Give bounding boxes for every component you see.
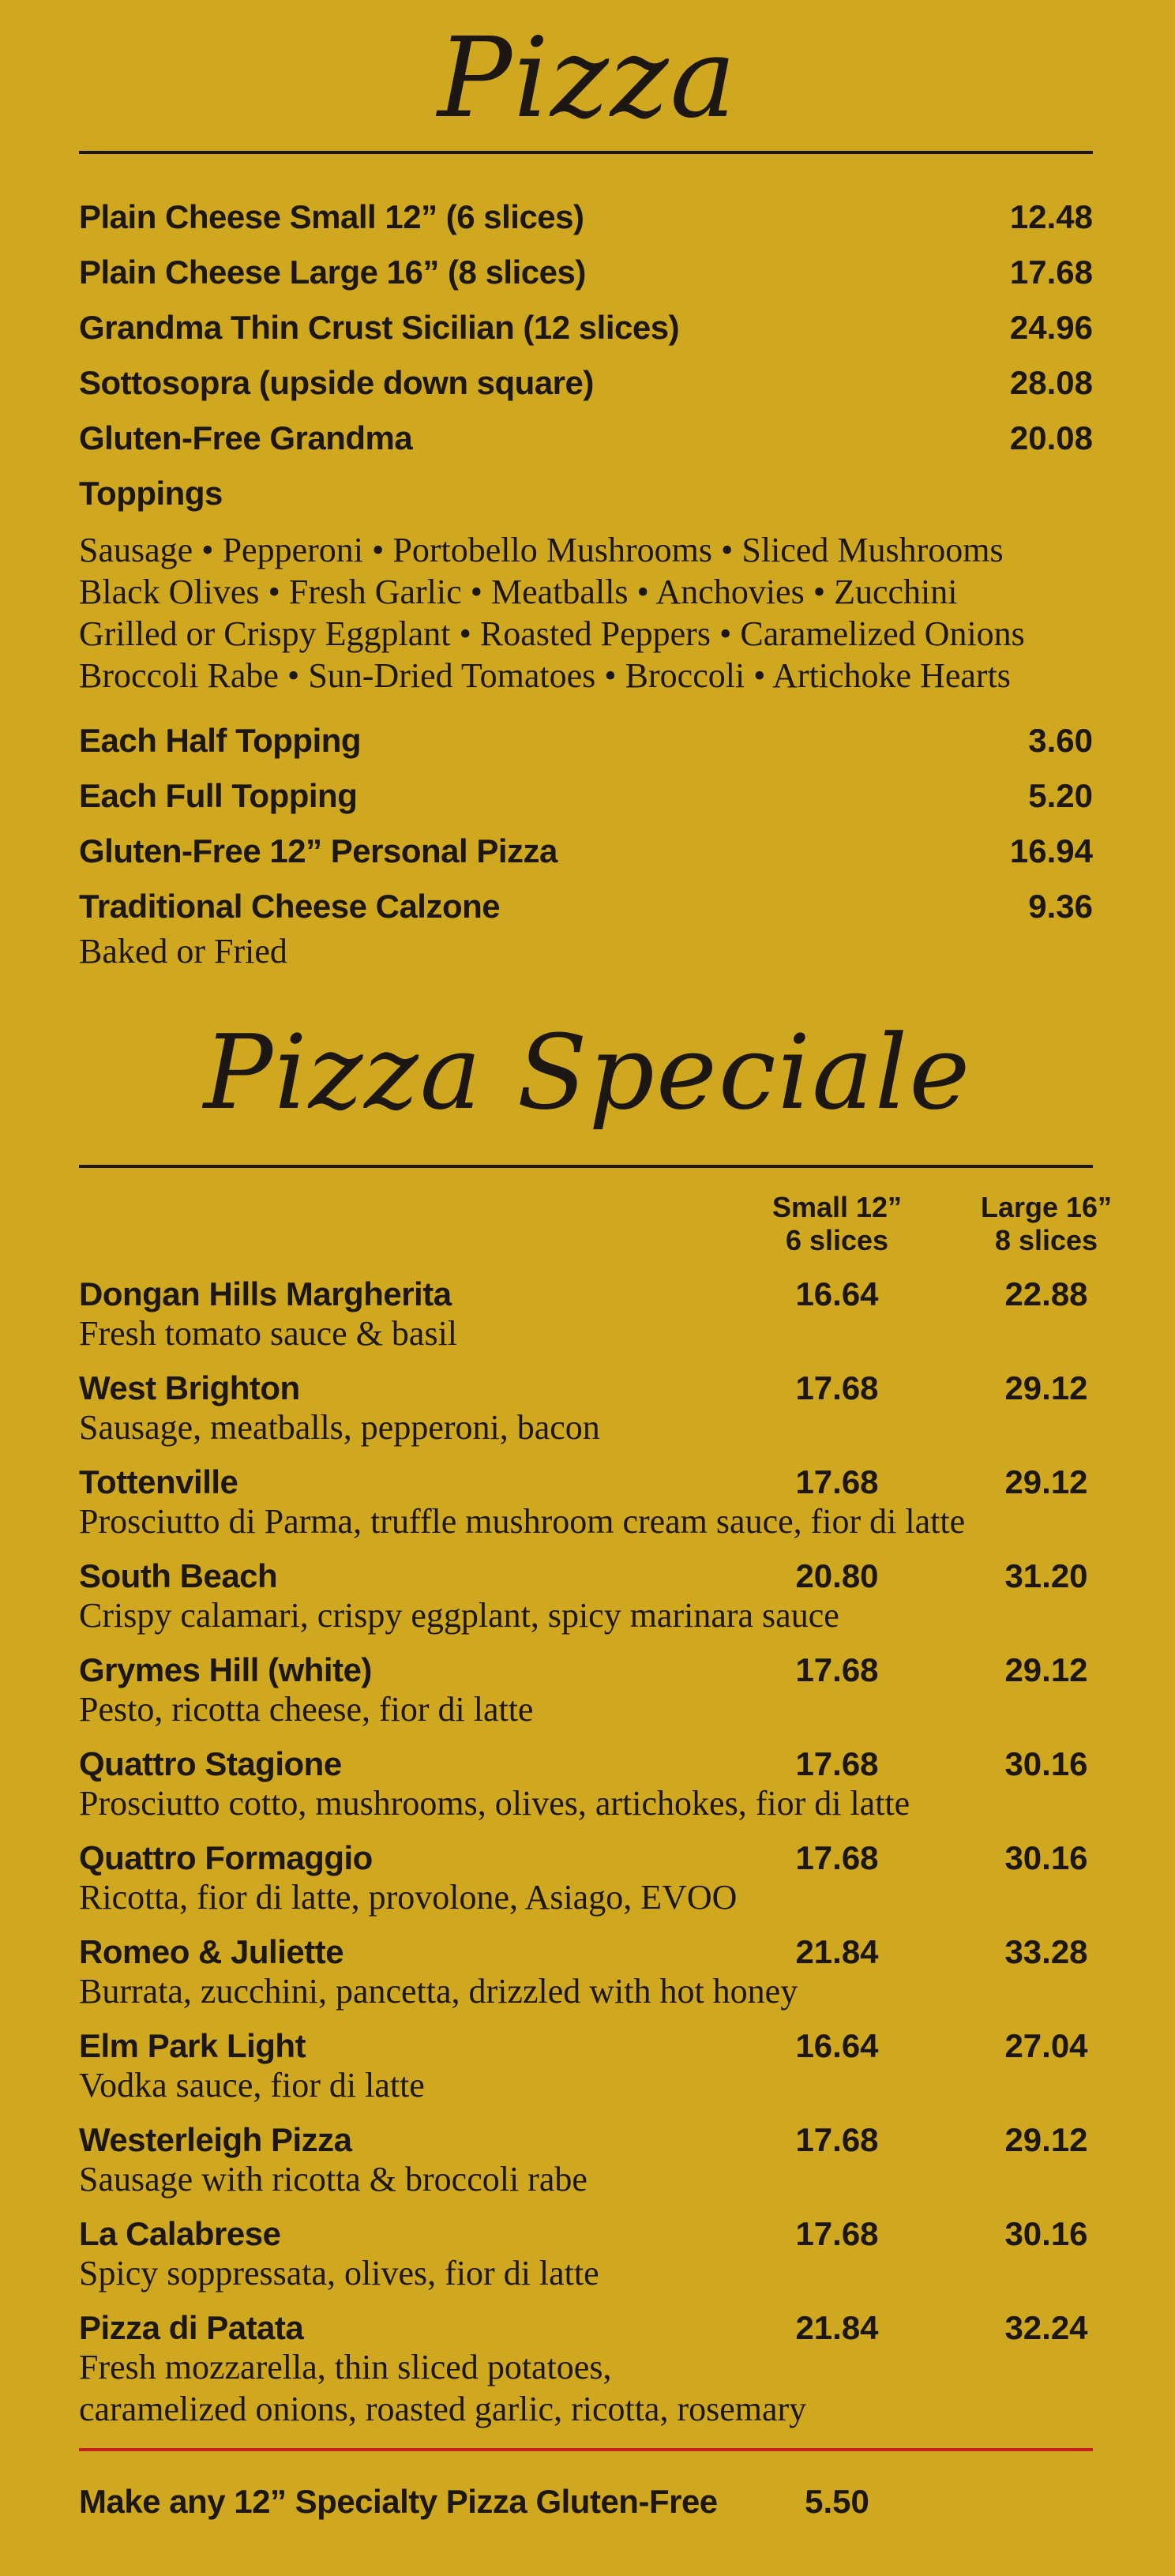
item-price: 17.68 xyxy=(1009,253,1093,291)
price-small: 17.68 xyxy=(795,1369,879,1406)
menu-item-row xyxy=(79,304,1093,351)
toppings-line: Black Olives • Fresh Garlic • Meatballs • Anchovies • Zucchini xyxy=(79,573,958,611)
specialty-description: Vodka sauce, fior di latte xyxy=(79,2066,425,2105)
specialty-name: Romeo & Juliette xyxy=(79,1933,344,1970)
column-header-small-slices: 6 slices xyxy=(785,1224,889,1256)
menu-item-row xyxy=(79,249,1093,296)
specialty-description: Prosciutto cotto, mushrooms, olives, artichokes, fior di latte xyxy=(79,1784,910,1823)
specialty-name: South Beach xyxy=(79,1557,278,1594)
menu-item-row xyxy=(79,717,1093,764)
specialty-name: Westerleigh Pizza xyxy=(79,2121,352,2158)
specialty-name: Quattro Stagione xyxy=(79,1745,342,1782)
price-large: 30.16 xyxy=(1004,1745,1088,1782)
toppings-line: Grilled or Crispy Eggplant • Roasted Peppers • Caramelized Onions xyxy=(79,614,1025,653)
price-large: 33.28 xyxy=(1004,1933,1088,1970)
price-large: 29.12 xyxy=(1004,1463,1088,1500)
pizza-heading-rule xyxy=(79,151,1093,154)
column-header-large-size: Large 16” xyxy=(980,1191,1113,1223)
item-name: Plain Cheese Small 12” (6 slices) xyxy=(79,198,584,235)
menu-item-row xyxy=(79,772,1093,820)
price-large: 29.12 xyxy=(1004,2121,1088,2158)
price-small: 17.68 xyxy=(795,1839,879,1876)
specialty-name: West Brighton xyxy=(79,1369,300,1406)
item-name: Gluten-Free 12” Personal Pizza xyxy=(79,832,557,869)
specialty-description: Fresh mozzarella, thin sliced potatoes, xyxy=(79,2348,612,2386)
specialty-name: Elm Park Light xyxy=(79,2027,306,2064)
price-large: 30.16 xyxy=(1004,1839,1088,1876)
column-header-small xyxy=(758,1191,916,1257)
specialty-description: Sausage with ricotta & broccoli rabe xyxy=(79,2160,588,2199)
item-price: 28.08 xyxy=(1009,364,1093,401)
specialty-description: Crispy calamari, crispy eggplant, spicy marinara sauce xyxy=(79,1596,839,1635)
specialty-description: Pesto, ricotta cheese, fior di latte xyxy=(79,1690,534,1729)
gluten-free-upgrade-price: 5.50 xyxy=(805,2483,869,2520)
price-small: 17.68 xyxy=(795,1745,879,1782)
item-name: Sottosopra (upside down square) xyxy=(79,364,594,401)
specialty-name: Dongan Hills Margherita xyxy=(79,1275,452,1312)
menu-item-row xyxy=(79,883,1093,930)
price-small: 21.84 xyxy=(795,1933,879,1970)
specialty-description: Burrata, zucchini, pancetta, drizzled with hot honey xyxy=(79,1972,798,2011)
price-large: 29.12 xyxy=(1004,1369,1088,1406)
specialty-description: Spicy soppressata, olives, fior di latte xyxy=(79,2254,599,2292)
specialty-description-line2: caramelized onions, roasted garlic, ricotta, rosemary xyxy=(79,2390,807,2428)
price-large: 27.04 xyxy=(1004,2027,1088,2064)
price-small: 17.68 xyxy=(795,1463,879,1500)
column-header-small-size: Small 12” xyxy=(771,1191,903,1223)
gluten-free-upgrade-label: Make any 12” Specialty Pizza Gluten-Free xyxy=(79,2483,718,2520)
price-large: 32.24 xyxy=(1004,2309,1088,2346)
price-small: 16.64 xyxy=(795,2027,879,2064)
item-price: 9.36 xyxy=(1028,888,1093,925)
specialty-description: Prosciutto di Parma, truffle mushroom cream sauce, fior di latte xyxy=(79,1502,966,1541)
item-price: 12.48 xyxy=(1009,198,1093,235)
column-header-large-slices: 8 slices xyxy=(994,1224,1098,1256)
menu-item-row xyxy=(79,828,1093,875)
price-small: 17.68 xyxy=(795,2215,879,2252)
item-name: Each Full Topping xyxy=(79,777,358,814)
item-name: Each Half Topping xyxy=(79,722,362,759)
price-large: 30.16 xyxy=(1004,2215,1088,2252)
item-price: 16.94 xyxy=(1009,832,1093,869)
menu-item-row xyxy=(79,359,1093,407)
price-small: 20.80 xyxy=(795,1557,879,1594)
specialty-name: La Calabrese xyxy=(79,2215,281,2252)
price-large: 29.12 xyxy=(1004,1651,1088,1688)
price-small: 16.64 xyxy=(795,1275,879,1312)
toppings-label-row xyxy=(79,470,1093,517)
footer-divider xyxy=(79,2448,1093,2451)
specialty-name: Quattro Formaggio xyxy=(79,1839,373,1876)
menu-item-row xyxy=(79,193,1093,241)
price-small: 21.84 xyxy=(795,2309,879,2346)
item-name: Traditional Cheese Calzone xyxy=(79,888,501,925)
item-name: Grandma Thin Crust Sicilian (12 slices) xyxy=(79,309,680,346)
item-name: Gluten-Free Grandma xyxy=(79,419,413,456)
toppings-label: Toppings xyxy=(79,475,223,512)
specialty-name: Pizza di Patata xyxy=(79,2309,304,2346)
item-name: Plain Cheese Large 16” (8 slices) xyxy=(79,253,586,291)
speciale-heading-rule xyxy=(79,1165,1093,1168)
price-large: 22.88 xyxy=(1004,1275,1088,1312)
toppings-line: Broccoli Rabe • Sun-Dried Tomatoes • Broccoli • Artichoke Hearts xyxy=(79,656,1011,695)
specialty-description: Fresh tomato sauce & basil xyxy=(79,1314,458,1353)
specialty-name: Grymes Hill (white) xyxy=(79,1651,372,1688)
specialty-description: Ricotta, fior di latte, provolone, Asiago, EVOO xyxy=(79,1878,738,1917)
specialty-name: Tottenville xyxy=(79,1463,238,1500)
toppings-line: Sausage • Pepperoni • Portobello Mushrooms • Sliced Mushrooms xyxy=(79,531,1004,569)
price-small: 17.68 xyxy=(795,1651,879,1688)
column-header-large xyxy=(963,1191,1129,1257)
specialty-description: Sausage, meatballs, pepperoni, bacon xyxy=(79,1408,600,1447)
price-large: 31.20 xyxy=(1004,1557,1088,1594)
calzone-note: Baked or Fried xyxy=(79,932,287,971)
item-price: 5.20 xyxy=(1028,777,1093,814)
item-price: 24.96 xyxy=(1009,309,1093,346)
pizza-heading: Pizza xyxy=(437,14,738,143)
price-small: 17.68 xyxy=(795,2121,879,2158)
speciale-heading: Pizza Speciale xyxy=(203,1012,972,1132)
item-price: 3.60 xyxy=(1028,722,1093,759)
menu-item-row xyxy=(79,415,1093,462)
item-price: 20.08 xyxy=(1009,419,1093,456)
